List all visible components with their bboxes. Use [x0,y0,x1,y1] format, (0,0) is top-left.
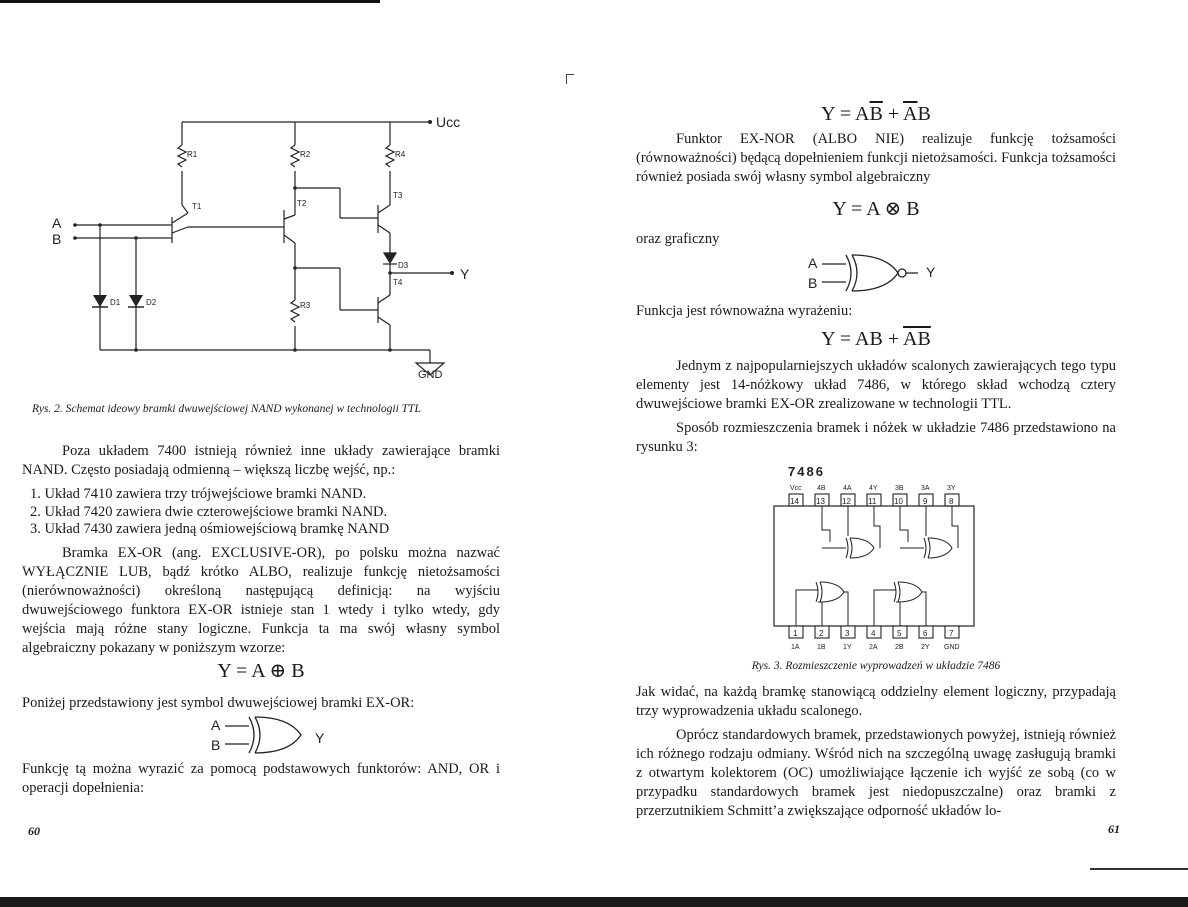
label-t3: T3 [393,191,403,200]
bottom-label: 2Y [921,644,930,651]
bottom-pin: 5 [897,629,902,638]
label-d1: D1 [110,298,121,307]
scan-edge-bottom [0,897,1188,907]
top-label: 3A [921,485,930,492]
chip-name: 7486 [788,464,825,479]
page-number-left: 60 [28,824,40,838]
top-label: 3Y [947,485,956,492]
label-r2: R2 [300,150,311,159]
paragraph-exor-basic-functors: Funkcję tą można wyrazić za pomocą podstawowych funktorów: AND, OR i operacji dopełnienia: [22,761,500,796]
equation-exnor: Y = A ⊗ B [832,198,920,220]
paragraph-pin-layout: Sposób rozmieszczenia bramek i nóżek w układzie 7486 przedstawiono na rysunku 3: [636,420,1116,455]
label-d2: D2 [146,298,157,307]
symbol-label-y: Y [315,730,325,746]
symbol-label-a: A [211,717,221,733]
scan-edge-right [1090,868,1188,870]
top-pin: 9 [923,497,928,506]
bottom-label: GND [944,644,960,651]
paragraph-exnor-definition: Funktor EX-NOR (ALBO NIE) realizuje funkcję tożsamości (równoważności) będącą dopełnieniem funkcji nietożsamości. Funkcja tożsamości również posiada swój własny symbol algebraiczny [636,131,1116,185]
page-fold-mark [566,74,574,84]
paragraph-exor-definition: Bramka EX-OR (ang. EXCLUSIVE-OR), po polsku można nazwać WYŁĄCZNIE LUB, bądź krótko ALBO, realizuje funkcję nietożsamości (nierównoważności) określoną następującą definicją: na wyjściu dwuwejściowego funktora EX-OR istnieje stan 1 wtedy i tylko wtedy, gdy wejścia mają różne stany logiczne. Funkcja ta ma swój własny symbol algebraiczny pokazany w poniższym wzorze: [22,545,500,656]
exnor-label-y: Y [926,264,936,280]
top-label: 4Y [869,485,878,492]
bottom-label: 2A [869,644,878,651]
label-equivalent: Funkcja jest równoważna wyrażeniu: [636,303,853,319]
label-r1: R1 [187,150,198,159]
bottom-pin: 7 [949,629,954,638]
exnor-gate-symbol [802,250,952,296]
bottom-pin: 2 [819,629,824,638]
top-pin: 14 [790,497,799,506]
bottom-pin: 6 [923,629,928,638]
symbol-label-b: B [211,737,221,753]
top-label: Vcc [790,485,802,492]
top-label: 4A [843,485,852,492]
paragraph-7486-intro: Jednym z najpopularniejszych układów scalonych zawierających tego typu elementy jest 14-nóżkowy układ 7486, w którego skład wchodzą cztery dwuwejściowe bramki EX-OR zrealizowane w technologii TTL. [636,358,1116,412]
label-t1: T1 [192,202,202,211]
label-input-b: B [52,231,62,247]
equation-exor-expanded [636,103,1116,126]
label-t4: T4 [393,278,403,287]
nand-list [30,486,500,539]
label-ucc: Ucc [436,114,461,130]
list-item: 3. Układ 7430 zawiera jedną ośmiowejściową bramkę NAND [30,521,390,537]
exnor-label-b: B [808,275,818,291]
scan-edge-top [0,0,380,3]
equation-exor: Y = A ⊕ B [217,660,305,682]
bottom-pin: 4 [871,629,876,638]
eq-plus: + [882,103,904,125]
exnor-label-a: A [808,255,818,271]
equation-exnor-expanded [636,328,1116,351]
label-input-a: A [52,215,62,231]
eq-b: B [917,103,931,125]
label-gnd: GND [418,369,443,381]
label-t2: T2 [297,199,307,208]
top-pin: 12 [842,497,851,506]
eq-b-bar: $\overline{B}$ [869,103,883,125]
label-r4: R4 [395,150,406,159]
bottom-label: 1A [791,644,800,651]
list-item: 2. Układ 7420 zawiera dwie czterowejściowe bramki NAND. [30,503,388,520]
page-number-right: 61 [1108,822,1120,836]
bottom-pin: 1 [793,629,798,638]
eq-a-bar: $\overline{A}$ [903,103,918,125]
top-pin: 8 [949,497,954,506]
label-d3: D3 [398,261,409,270]
eq-lead: Y = A [821,103,870,125]
label-output-y: Y [460,266,470,282]
top-pin: 10 [894,497,903,506]
bottom-label: 2B [895,644,904,651]
figure-caption-2: Rys. 2. Schemat ideowy bramki dwuwejściowej NAND wykonanej w technologii TTL [32,403,421,415]
label-r3: R3 [300,301,311,310]
list-item: 1. Układ 7410 zawiera trzy trójwejściowe bramki NAND. [30,486,367,502]
paragraph-gate-variants: Oprócz standardowych bramek, przedstawionych powyżej, istnieją również ich różnego rodzaju odmiany. Wśród nich na szczególną uwagę zasługują bramki z otwartym kolektorem (OC) umożliwiające łączenie ich wyjść ze sobą (co w przypadku standardowych bramek jest niedopuszczalne) oraz bramki z przerzutnikiem Schmitt’a zwiększające odporność układów lo- [636,727,1116,819]
nand-ttl-circuit [40,105,500,390]
label-oraz-graficzny: oraz graficzny [636,231,720,247]
eq3-lead: Y = AB + [821,328,904,350]
figure-caption-3: Rys. 3. Rozmieszczenie wyprowadzeń w układzie 7486 [751,660,1001,672]
bottom-label: 1Y [843,644,852,651]
top-pin: 13 [816,497,825,506]
bottom-pin: 3 [845,629,850,638]
chip-7486-pinout [760,460,990,660]
bottom-label: 1B [817,644,826,651]
top-pin: 11 [868,497,877,506]
top-label: 3B [895,485,904,492]
eq3-bar: $\overline{AB}$ [903,328,931,350]
paragraph-exor-symbol-intro: Poniżej przedstawiony jest symbol dwuwejściowej bramki EX-OR: [22,695,415,711]
paragraph-gate-pins: Jak widać, na każdą bramkę stanowiącą oddzielny element logiczny, przypadają trzy wyprowadzenia układu scalonego. [636,684,1116,719]
top-label: 4B [817,485,826,492]
exor-gate-symbol [205,712,335,758]
paragraph-nand-variants: Poza układem 7400 istnieją również inne układy zawierające bramki NAND. Często posiadają odmienną – większą liczbę wejść, np.: [22,443,500,478]
